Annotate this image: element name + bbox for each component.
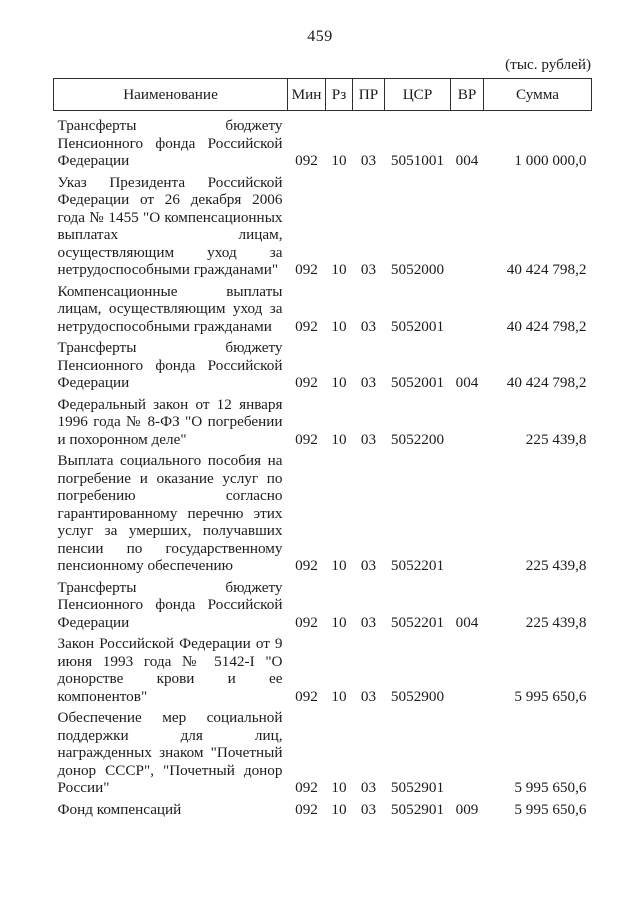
min-cell: 092 bbox=[295, 557, 318, 574]
col-header-csr: ЦСР bbox=[385, 79, 451, 111]
vr-cell bbox=[451, 170, 484, 279]
min-cell: 092 bbox=[295, 430, 318, 448]
min-cell: 092 bbox=[295, 687, 318, 705]
rz-cell: 10 bbox=[331, 374, 347, 391]
page-number: 459 bbox=[307, 28, 333, 45]
csr-cell: 5052201 bbox=[390, 557, 445, 574]
vr-cell: 004 bbox=[455, 613, 479, 631]
table-row bbox=[54, 279, 592, 336]
name-cell: Указ Президента Российской Федерации от 26 декабря 2006 года № 1455 "О компенсационных выплатах лицам, осуществляющим уход за нетрудоспособными гражданами" bbox=[57, 173, 283, 278]
vr-cell: 004 bbox=[455, 152, 479, 169]
rz-cell: 10 bbox=[331, 800, 347, 818]
vr-cell: 009 bbox=[455, 800, 479, 818]
col-header-vr: ВР bbox=[451, 79, 484, 111]
pr-cell: 03 bbox=[360, 152, 377, 169]
min-cell: 092 bbox=[295, 374, 318, 391]
name-cell: Трансферты бюджету Пенсионного фонда Российской Федерации bbox=[57, 578, 283, 631]
min-cell: 092 bbox=[295, 613, 318, 631]
csr-cell: 5052900 bbox=[390, 687, 445, 705]
csr-cell: 5052901 bbox=[390, 779, 445, 796]
sum-cell: 5 995 650,6 bbox=[514, 800, 587, 818]
min-cell: 092 bbox=[295, 800, 318, 818]
col-header-min: Мин bbox=[288, 79, 326, 111]
pr-cell: 03 bbox=[360, 430, 377, 448]
csr-cell: 5052001 bbox=[390, 374, 445, 391]
table-row bbox=[54, 335, 592, 392]
pr-cell: 03 bbox=[360, 800, 377, 818]
sum-cell: 40 424 798,2 bbox=[506, 374, 587, 391]
vr-cell bbox=[451, 392, 484, 449]
sum-cell: 40 424 798,2 bbox=[506, 261, 587, 278]
pr-cell: 03 bbox=[360, 779, 377, 796]
table-row bbox=[54, 631, 592, 705]
table-row bbox=[54, 448, 592, 575]
rz-cell: 10 bbox=[331, 779, 347, 796]
rz-cell: 10 bbox=[331, 430, 347, 448]
min-cell: 092 bbox=[295, 261, 318, 278]
col-header-rz: Рз bbox=[326, 79, 353, 111]
csr-cell: 5052901 bbox=[390, 800, 445, 818]
col-header-name: Наименование bbox=[54, 79, 288, 111]
pr-cell: 03 bbox=[360, 557, 377, 574]
name-cell: Выплата социального пособия на погребение и оказание услуг по погребению согласно гарантированному перечню этих услуг за умерших, получавших пенсии по государственному пенсионному обеспечению bbox=[57, 452, 283, 574]
min-cell: 092 bbox=[295, 779, 318, 796]
csr-cell: 5052001 bbox=[390, 317, 445, 335]
table-row bbox=[54, 111, 592, 170]
pr-cell: 03 bbox=[360, 261, 377, 278]
name-cell: Фонд компенсаций bbox=[57, 800, 182, 818]
pr-cell: 03 bbox=[360, 613, 377, 631]
vr-cell bbox=[451, 448, 484, 575]
vr-cell bbox=[451, 705, 484, 797]
csr-cell: 5052201 bbox=[390, 613, 445, 631]
sum-cell: 225 439,8 bbox=[525, 613, 587, 631]
table-header-row bbox=[54, 79, 592, 111]
sum-cell: 40 424 798,2 bbox=[506, 317, 587, 335]
col-header-sum: Сумма bbox=[484, 79, 592, 111]
pr-cell: 03 bbox=[360, 687, 377, 705]
csr-cell: 5051001 bbox=[390, 152, 445, 169]
budget-table bbox=[53, 78, 592, 818]
col-header-pr: ПР bbox=[353, 79, 385, 111]
name-cell: Закон Российской Федерации от 9 июня 1993 года № 5142-I "О донорстве крови и ее компонентов" bbox=[57, 635, 283, 705]
rz-cell: 10 bbox=[331, 687, 347, 705]
pr-cell: 03 bbox=[360, 317, 377, 335]
rz-cell: 10 bbox=[331, 152, 347, 169]
units-note: (тыс. рублей) bbox=[505, 56, 591, 73]
name-cell: Обеспечение мер социальной поддержки для лиц, награжденных знаком "Почетный донор СССР", "Почетный донор России" bbox=[57, 709, 283, 796]
vr-cell bbox=[451, 631, 484, 705]
min-cell: 092 bbox=[295, 152, 318, 169]
vr-cell: 004 bbox=[455, 374, 479, 391]
sum-cell: 225 439,8 bbox=[525, 557, 587, 574]
table-row bbox=[54, 392, 592, 449]
rz-cell: 10 bbox=[331, 557, 347, 574]
rz-cell: 10 bbox=[331, 613, 347, 631]
csr-cell: 5052200 bbox=[390, 430, 445, 448]
sum-cell: 1 000 000,0 bbox=[514, 152, 587, 169]
sum-cell: 225 439,8 bbox=[525, 430, 587, 448]
min-cell: 092 bbox=[295, 317, 318, 335]
table-row bbox=[54, 797, 592, 819]
name-cell: Компенсационные выплаты лицам, осуществляющим уход за нетрудоспособными гражданами bbox=[57, 282, 283, 335]
csr-cell: 5052000 bbox=[390, 261, 445, 278]
vr-cell bbox=[451, 279, 484, 336]
table-row bbox=[54, 170, 592, 279]
table-row bbox=[54, 575, 592, 632]
name-cell: Трансферты бюджету Пенсионного фонда Российской Федерации bbox=[57, 339, 283, 391]
name-cell: Федеральный закон от 12 января 1996 года № 8-ФЗ "О погребении и похоронном деле" bbox=[57, 395, 283, 448]
rz-cell: 10 bbox=[331, 261, 347, 278]
sum-cell: 5 995 650,6 bbox=[514, 687, 587, 705]
table-row bbox=[54, 705, 592, 797]
name-cell: Трансферты бюджету Пенсионного фонда Российской Федерации bbox=[57, 117, 283, 169]
table-body bbox=[54, 111, 592, 819]
sum-cell: 5 995 650,6 bbox=[514, 779, 587, 796]
rz-cell: 10 bbox=[331, 317, 347, 335]
pr-cell: 03 bbox=[360, 374, 377, 391]
